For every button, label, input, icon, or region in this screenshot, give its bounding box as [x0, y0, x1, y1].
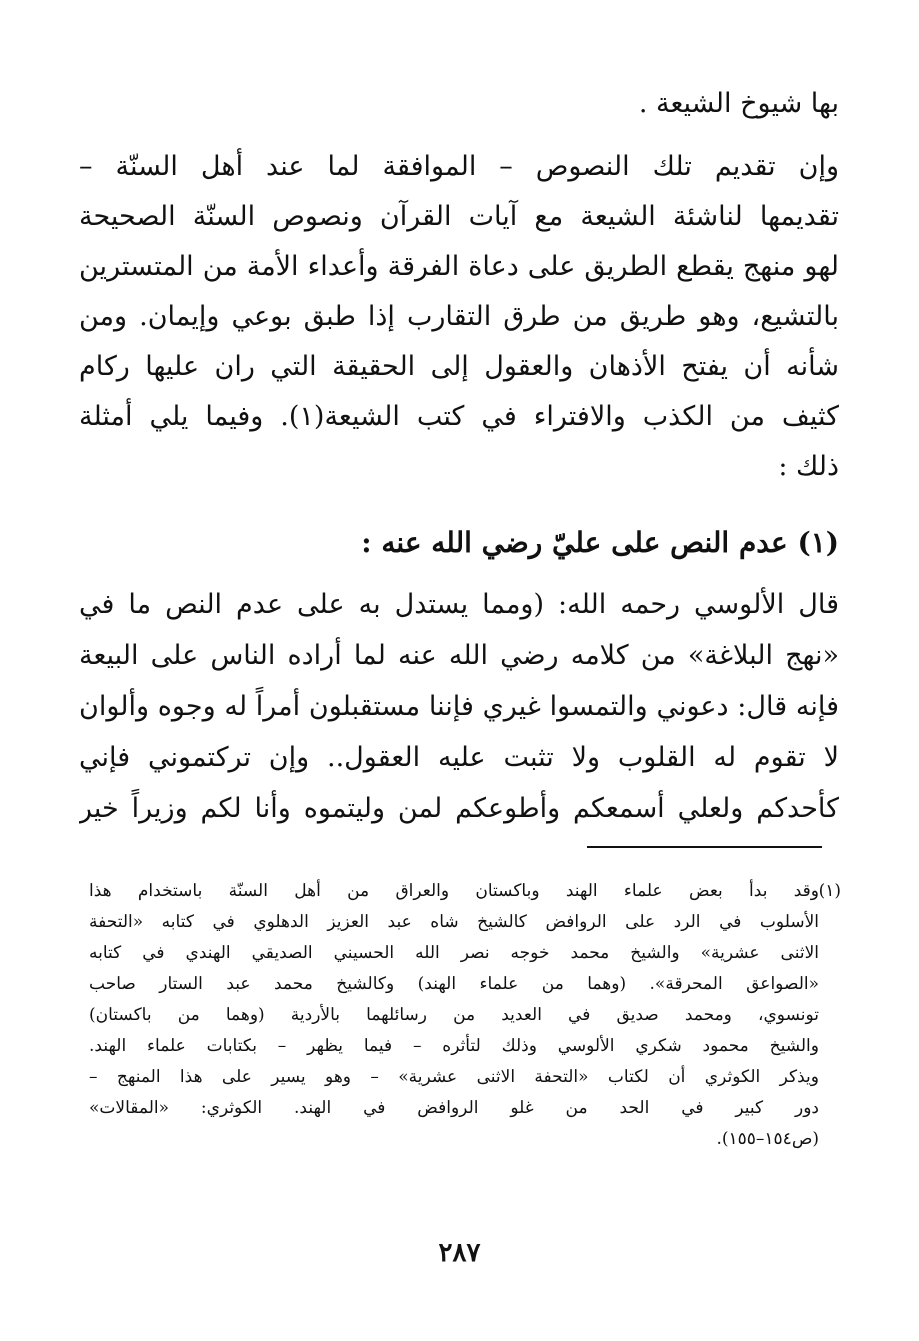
quote-line-1: قال الألوسي رحمه الله: (ومما يستدل به على عدم النص ما في	[79, 589, 839, 620]
body-line-4: لهو منهج يقطع الطريق على دعاة الفرقة وأعداء الأمة من المتسترين	[79, 251, 839, 282]
footnote-marker: (١)	[818, 881, 841, 901]
quote-line-3: فإنه قال: دعوني والتمسوا غيري فإننا مستقبلون أمراً له وجوه وألوان	[79, 691, 839, 722]
footnote-line-4: «الصواعق المحرقة». (وهما من علماء الهند) وكالشيخ محمد عبد الستار صاحب	[89, 974, 819, 994]
body-line-8: ذلك :	[778, 451, 839, 482]
body-line-6: شأنه أن يفتح الأذهان والعقول إلى الحقيقة التي ران عليها ركام	[79, 351, 839, 382]
footnote-line-1: وقد بدأ بعض علماء الهند وباكستان والعراق من أهل السنّة باستخدام هذا	[89, 881, 819, 901]
section-heading: (١) عدم النص على عليّ رضي الله عنه :	[361, 526, 839, 559]
page-number: ٢٨٧	[438, 1238, 481, 1268]
body-line-3: تقديمها لناشئة الشيعة مع آيات القرآن ونصوص السنّة الصحيحة	[79, 201, 839, 232]
footnote-line-3: الاثنى عشرية» والشيخ محمد خوجه نصر الله الحسيني الصديقي الهندي في كتابه	[89, 943, 819, 963]
footnote-line-7: ويذكر الكوثري أن لكتاب «التحفة الاثنى عشرية» – وهو يسير على هذا المنهج –	[89, 1067, 819, 1087]
quote-line-4: لا تقوم له القلوب ولا تثبت عليه العقول.. وإن تركتموني فإني	[79, 742, 839, 773]
footnote-line-8: دور كبير في الحد من غلو الروافض في الهند. الكوثري: «المقالات»	[89, 1098, 819, 1118]
body-line-2: وإن تقديم تلك النصوص – الموافقة لما عند أهل السنّة –	[79, 151, 839, 182]
body-line-7: كثيف من الكذب والافتراء في كتب الشيعة(١). وفيما يلي أمثلة	[79, 401, 839, 432]
footnote-line-6: والشيخ محمود شكري الألوسي وذلك لتأثره – فيما يظهر – بكتابات علماء الهند.	[89, 1036, 819, 1056]
quote-line-5: كأحدكم ولعلي أسمعكم وأطوعكم لمن وليتموه وأنا لكم وزيراً خير	[79, 793, 839, 824]
footnote-line-5: تونسوي، ومحمد صديق في العديد من رسائلهما بالأردية (وهما من باكستان)	[89, 1005, 819, 1025]
quote-line-2: «نهج البلاغة» من كلامه رضي الله عنه لما أراده الناس على البيعة	[79, 640, 839, 671]
body-line-1: بها شيوخ الشيعة .	[638, 88, 839, 119]
footnote-line-2: الأسلوب في الرد على الروافض كالشيخ شاه عبد العزيز الدهلوي في كتابه «التحفة	[89, 912, 819, 932]
footnote-separator	[587, 846, 822, 848]
footnote-line-9: (ص١٥٤–١٥٥).	[716, 1129, 819, 1149]
body-line-5: بالتشيع، وهو طريق من طرق التقارب إذا طبق بوعي وإيمان. ومن	[79, 301, 839, 332]
